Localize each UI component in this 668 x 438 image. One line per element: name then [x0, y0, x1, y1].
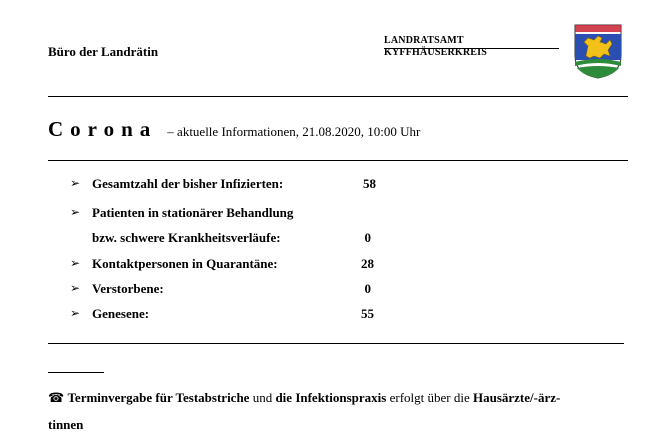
agency-underline [384, 48, 559, 49]
agency-line-1: LANDRATSAMT [384, 35, 464, 46]
footnote-testing: Terminvergabe für Testabstriche [67, 390, 250, 405]
office-name: Büro der Landrätin [48, 44, 159, 59]
stats-divider [48, 343, 624, 344]
page-subtitle: – aktuelle Informationen, 21.08.2020, 10:00 Uhr [167, 124, 421, 139]
stat-deceased-value: 0 [364, 281, 371, 296]
footnote-practice: die Infektionspraxis [275, 390, 387, 405]
footnote-via: erfolgt über die [386, 390, 473, 405]
coat-of-arms-icon [572, 22, 624, 80]
page-title: Corona [48, 117, 158, 141]
arrow-bullet-icon: ➢ [70, 306, 81, 320]
footnote-doctors-cont: tinnen [48, 417, 84, 432]
stat-hospital-value: 0 [364, 230, 371, 245]
agency-line-2: KYFFHÄUSERKREIS [384, 47, 488, 58]
agency-name [384, 35, 487, 59]
title-divider [48, 160, 628, 161]
stat-recovered-value: 55 [361, 306, 374, 321]
arrow-bullet-icon: ➢ [70, 256, 81, 270]
footnote-and: und [249, 390, 276, 405]
stat-recovered-label: Genesene: [92, 306, 150, 321]
header-divider [48, 96, 628, 97]
arrow-bullet-icon: ➢ [70, 205, 81, 219]
footnote-doctors: Hausärzte/-ärz- [472, 390, 561, 405]
title-row [48, 117, 420, 142]
stat-deceased-label: Verstorbene: [92, 281, 164, 296]
stat-quarantine-label: Kontaktpersonen in Quarantäne: [92, 256, 278, 271]
stat-infected-value: 58 [363, 176, 376, 191]
stat-hospital-label-2: bzw. schwere Krankheitsverläufe: [92, 230, 281, 245]
stat-hospital-label-1: Patienten in stationärer Behandlung [92, 205, 294, 220]
arrow-bullet-icon: ➢ [70, 176, 81, 190]
stat-infected-label: Gesamtzahl der bisher Infizierten: [92, 176, 284, 191]
stat-quarantine-value: 28 [361, 256, 374, 271]
footnote-rule [48, 372, 104, 373]
telephone-icon: ☎ [48, 391, 65, 406]
arrow-bullet-icon: ➢ [70, 281, 81, 295]
footnote [48, 385, 638, 438]
